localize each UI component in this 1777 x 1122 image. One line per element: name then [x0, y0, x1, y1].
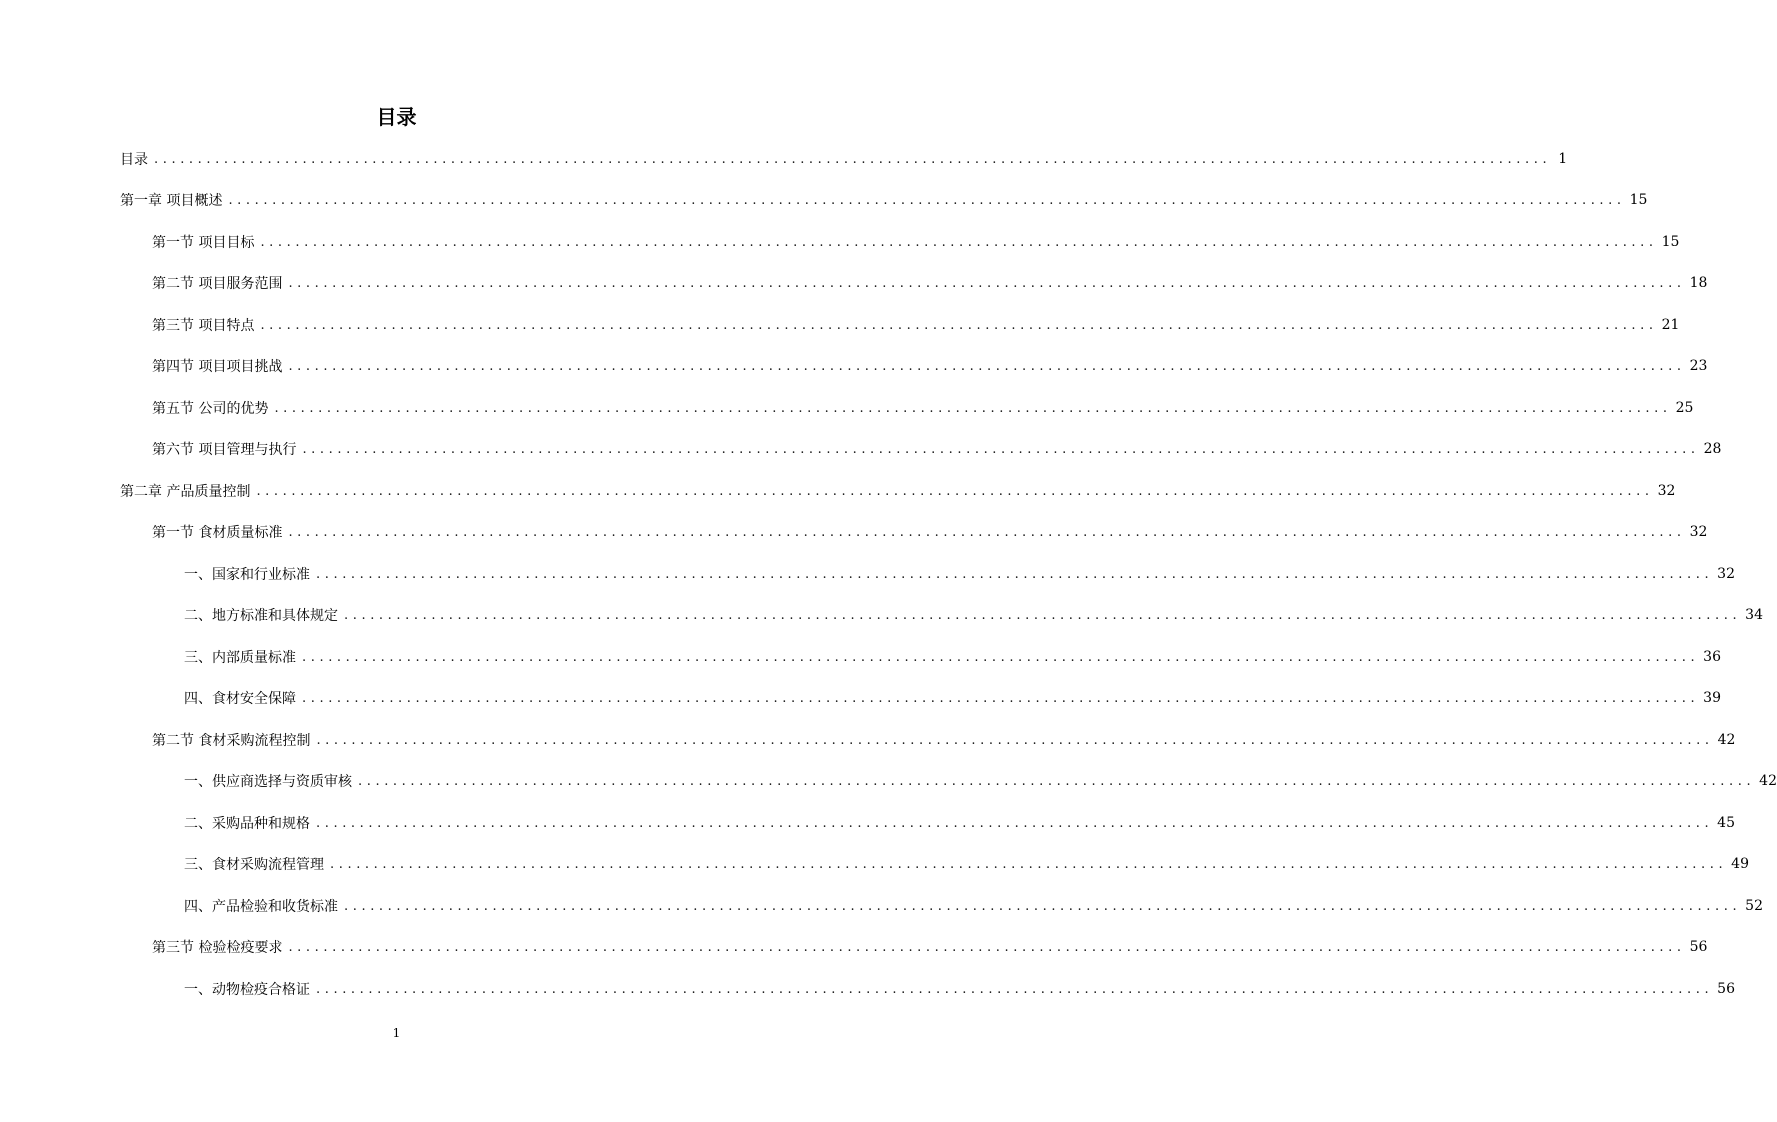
toc-entry-page: 28	[1703, 441, 1722, 457]
toc-entry-title: 动物检疫合格证	[212, 982, 310, 998]
toc-entry-page: 52	[1745, 898, 1763, 914]
toc-entry-number: 一、	[184, 982, 212, 998]
toc-leader-dots: ................................................................................................................................................................	[358, 773, 1756, 789]
toc-entry-title: 第一节 食材质量标准	[152, 525, 283, 541]
toc-entry[interactable]	[152, 311, 1680, 339]
toc-entry[interactable]	[184, 560, 1735, 588]
toc-entry-title: 第二节 项目服务范围	[152, 276, 283, 292]
toc-entry[interactable]	[184, 850, 1749, 878]
toc-leader-dots: ................................................................................................................................................................	[288, 939, 1686, 955]
toc-leader-dots: ................................................................................................................................................................	[228, 192, 1626, 208]
toc-entry[interactable]	[184, 975, 1735, 1003]
toc-entry-title: 目录	[120, 152, 148, 168]
toc-leader-dots: ................................................................................................................................................................	[316, 815, 1714, 831]
toc-entry-title: 食材安全保障	[212, 691, 296, 707]
toc-entry-page: 15	[1629, 192, 1648, 208]
toc-entry[interactable]	[152, 269, 1708, 297]
toc-entry-page: 15	[1661, 234, 1680, 250]
toc-entry[interactable]	[184, 643, 1721, 671]
toc-entry-page: 32	[1717, 566, 1735, 582]
toc-entry-title: 第四节 项目项目挑战	[152, 359, 283, 375]
toc-entry-title: 第一节 项目目标	[152, 235, 255, 251]
toc-entry-title: 第三节 检验检疫要求	[152, 940, 283, 956]
toc-entry-page: 34	[1745, 607, 1763, 623]
toc-entry-page: 42	[1717, 732, 1736, 748]
toc-entry-title: 国家和行业标准	[212, 567, 310, 583]
toc-entry[interactable]	[184, 601, 1763, 629]
toc-entry-title: 采购品种和规格	[212, 816, 310, 832]
toc-entry-page: 42	[1759, 773, 1777, 789]
toc-entry-title: 地方标准和具体规定	[212, 608, 338, 624]
footer-page-number: 1	[392, 1026, 401, 1040]
toc-leader-dots: ................................................................................................................................................................	[154, 151, 1552, 167]
toc-entry[interactable]	[152, 228, 1680, 256]
toc-leader-dots: ................................................................................................................................................................	[288, 524, 1686, 540]
toc-entry[interactable]	[184, 767, 1777, 795]
toc-leader-dots: ................................................................................................................................................................	[256, 483, 1654, 499]
toc-entry-title: 食材采购流程管理	[212, 857, 324, 873]
toc-entry-page: 56	[1717, 981, 1735, 997]
toc-entry-title: 产品检验和收货标准	[212, 899, 338, 915]
toc-entry-page: 45	[1717, 815, 1735, 831]
toc-entry-page: 39	[1703, 690, 1721, 706]
toc-entry-page: 32	[1657, 483, 1676, 499]
toc-entry[interactable]	[152, 394, 1694, 422]
toc-entry-title: 第一章 项目概述	[120, 193, 223, 209]
toc-leader-dots: ................................................................................................................................................................	[316, 981, 1714, 997]
page-title: 目录	[376, 105, 417, 129]
toc-entry[interactable]	[120, 477, 1676, 505]
toc-entry-title: 供应商选择与资质审核	[212, 774, 352, 790]
toc-entry-title: 第三节 项目特点	[152, 318, 255, 334]
toc-entry-title: 第五节 公司的优势	[152, 401, 269, 417]
toc-entry-number: 三、	[184, 857, 212, 873]
toc-entry-page: 1	[1558, 151, 1568, 167]
toc-entry-title: 内部质量标准	[212, 650, 296, 666]
toc-entry-number: 一、	[184, 774, 212, 790]
toc-entry-page: 25	[1675, 400, 1694, 416]
toc-entry[interactable]	[120, 145, 1568, 173]
toc-entry[interactable]	[184, 809, 1735, 837]
toc-entry-page: 21	[1661, 317, 1680, 333]
toc-leader-dots: ................................................................................................................................................................	[330, 856, 1728, 872]
toc-entry-page: 32	[1689, 524, 1708, 540]
toc-leader-dots: ................................................................................................................................................................	[288, 358, 1686, 374]
toc-leader-dots: ................................................................................................................................................................	[260, 234, 1658, 250]
toc-entry[interactable]	[184, 684, 1721, 712]
toc-entry-page: 56	[1689, 939, 1708, 955]
toc-entry-number: 一、	[184, 567, 212, 583]
toc-leader-dots: ................................................................................................................................................................	[302, 649, 1700, 665]
toc-leader-dots: ................................................................................................................................................................	[288, 275, 1686, 291]
toc-entry-page: 49	[1731, 856, 1749, 872]
toc-entry-number: 四、	[184, 899, 212, 915]
toc-leader-dots: ................................................................................................................................................................	[316, 566, 1714, 582]
toc-entry[interactable]	[152, 518, 1708, 546]
toc-entry-number: 二、	[184, 816, 212, 832]
toc-entry-page: 18	[1689, 275, 1708, 291]
toc-entry-title: 第二章 产品质量控制	[120, 484, 251, 500]
toc-entry[interactable]	[152, 933, 1708, 961]
toc-entry[interactable]	[152, 726, 1736, 754]
toc-leader-dots: ................................................................................................................................................................	[260, 317, 1658, 333]
toc-entry-number: 四、	[184, 691, 212, 707]
toc-entry-title: 第六节 项目管理与执行	[152, 442, 297, 458]
toc-entry[interactable]	[184, 892, 1763, 920]
toc-leader-dots: ................................................................................................................................................................	[344, 898, 1742, 914]
toc-entry[interactable]	[152, 435, 1722, 463]
toc-leader-dots: ................................................................................................................................................................	[344, 607, 1742, 623]
toc-entry-title: 第二节 食材采购流程控制	[152, 733, 311, 749]
toc-entry-page: 23	[1689, 358, 1708, 374]
toc-leader-dots: ................................................................................................................................................................	[302, 690, 1700, 706]
toc-entry-number: 三、	[184, 650, 212, 666]
toc-entry[interactable]	[152, 352, 1708, 380]
toc-leader-dots: ................................................................................................................................................................	[302, 441, 1700, 457]
toc-entry-number: 二、	[184, 608, 212, 624]
toc-entry-page: 36	[1703, 649, 1721, 665]
toc-leader-dots: ................................................................................................................................................................	[274, 400, 1672, 416]
toc-leader-dots: ................................................................................................................................................................	[316, 732, 1714, 748]
toc-entry[interactable]	[120, 186, 1648, 214]
